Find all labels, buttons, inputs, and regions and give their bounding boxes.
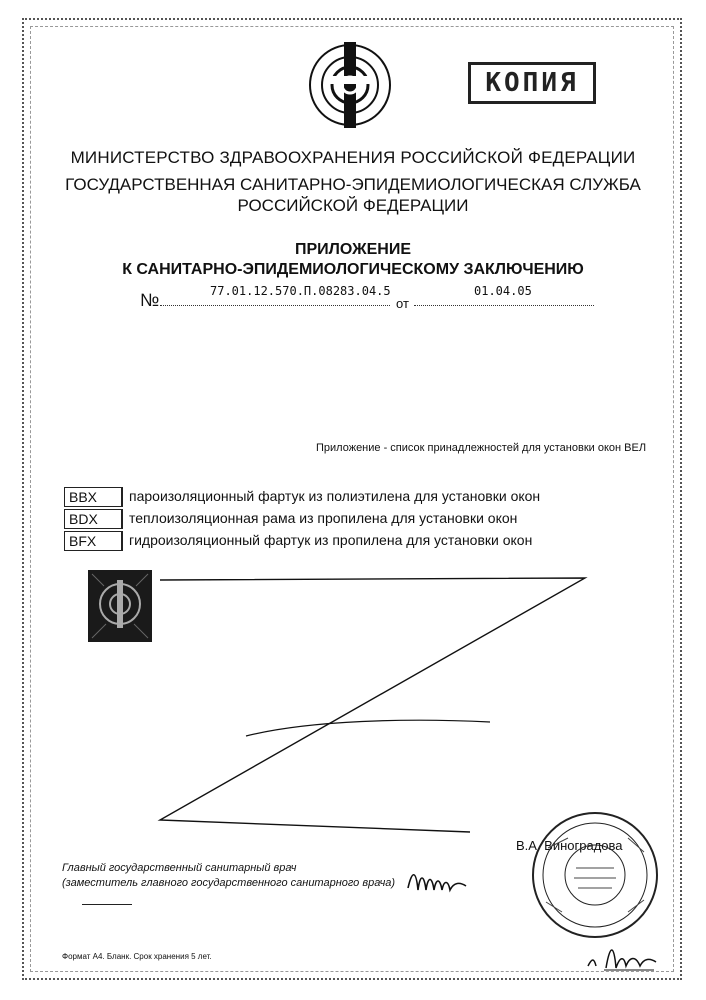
service-title-line2: РОССИЙСКОЙ ФЕДЕРАЦИИ: [237, 196, 469, 215]
hologram-sticker-icon: [86, 568, 154, 644]
format-note: Формат А4. Бланк. Срок хранения 5 лет.: [62, 952, 212, 961]
list-item: [64, 530, 540, 552]
round-seal-icon: [528, 808, 662, 942]
doctor-title: Главный государственный санитарный врач: [62, 862, 297, 874]
gossanepidsluzhba-emblem-icon: [290, 40, 410, 130]
number-underline: [160, 305, 390, 306]
handwritten-signature-icon: [402, 860, 472, 900]
appendix-title: [40, 240, 666, 280]
service-title: [40, 174, 666, 216]
conclusion-number: 77.01.12.570.П.08283.04.5: [210, 284, 391, 298]
item-description: гидроизоляционный фартук из пропилена для установки окон: [122, 531, 532, 551]
item-description: теплоизоляционная рама из пропилена для установки окон: [122, 509, 517, 529]
appendix-title-line1: ПРИЛОЖЕНИЕ: [295, 241, 411, 258]
date-label: от: [396, 296, 409, 311]
service-title-line1: ГОСУДАРСТВЕННАЯ САНИТАРНО-ЭПИДЕМИОЛОГИЧЕСКАЯ СЛУЖБА: [65, 175, 641, 194]
copy-stamp: КОПИЯ: [468, 62, 596, 104]
item-code: BFX: [64, 531, 122, 551]
list-item: [64, 508, 540, 530]
item-code: BBX: [64, 487, 122, 507]
item-code: BDX: [64, 509, 122, 529]
number-label: №: [140, 290, 160, 310]
appendix-title-line2: К САНИТАРНО-ЭПИДЕМИОЛОГИЧЕСКОМУ ЗАКЛЮЧЕНИЮ: [122, 261, 584, 278]
signature-underline: [82, 904, 132, 905]
handwritten-initials-icon: [584, 938, 664, 974]
item-description: пароизоляционный фартук из полиэтилена для установки окон: [122, 487, 540, 507]
list-item: [64, 486, 540, 508]
accessories-list: [64, 486, 540, 552]
appendix-note: Приложение - список принадлежностей для установки окон ВЕЛ: [316, 442, 647, 454]
conclusion-date: 01.04.05: [474, 284, 532, 298]
cancellation-z-mark-icon: [150, 570, 600, 840]
ministry-title: МИНИСТЕРСТВО ЗДРАВООХРАНЕНИЯ РОССИЙСКОЙ ФЕДЕРАЦИИ: [70, 148, 636, 167]
date-underline: [414, 305, 594, 306]
official-name: В.А. Виноградова: [516, 838, 623, 853]
doctor-deputy-title: (заместитель главного государственного санитарного врача): [62, 877, 396, 889]
